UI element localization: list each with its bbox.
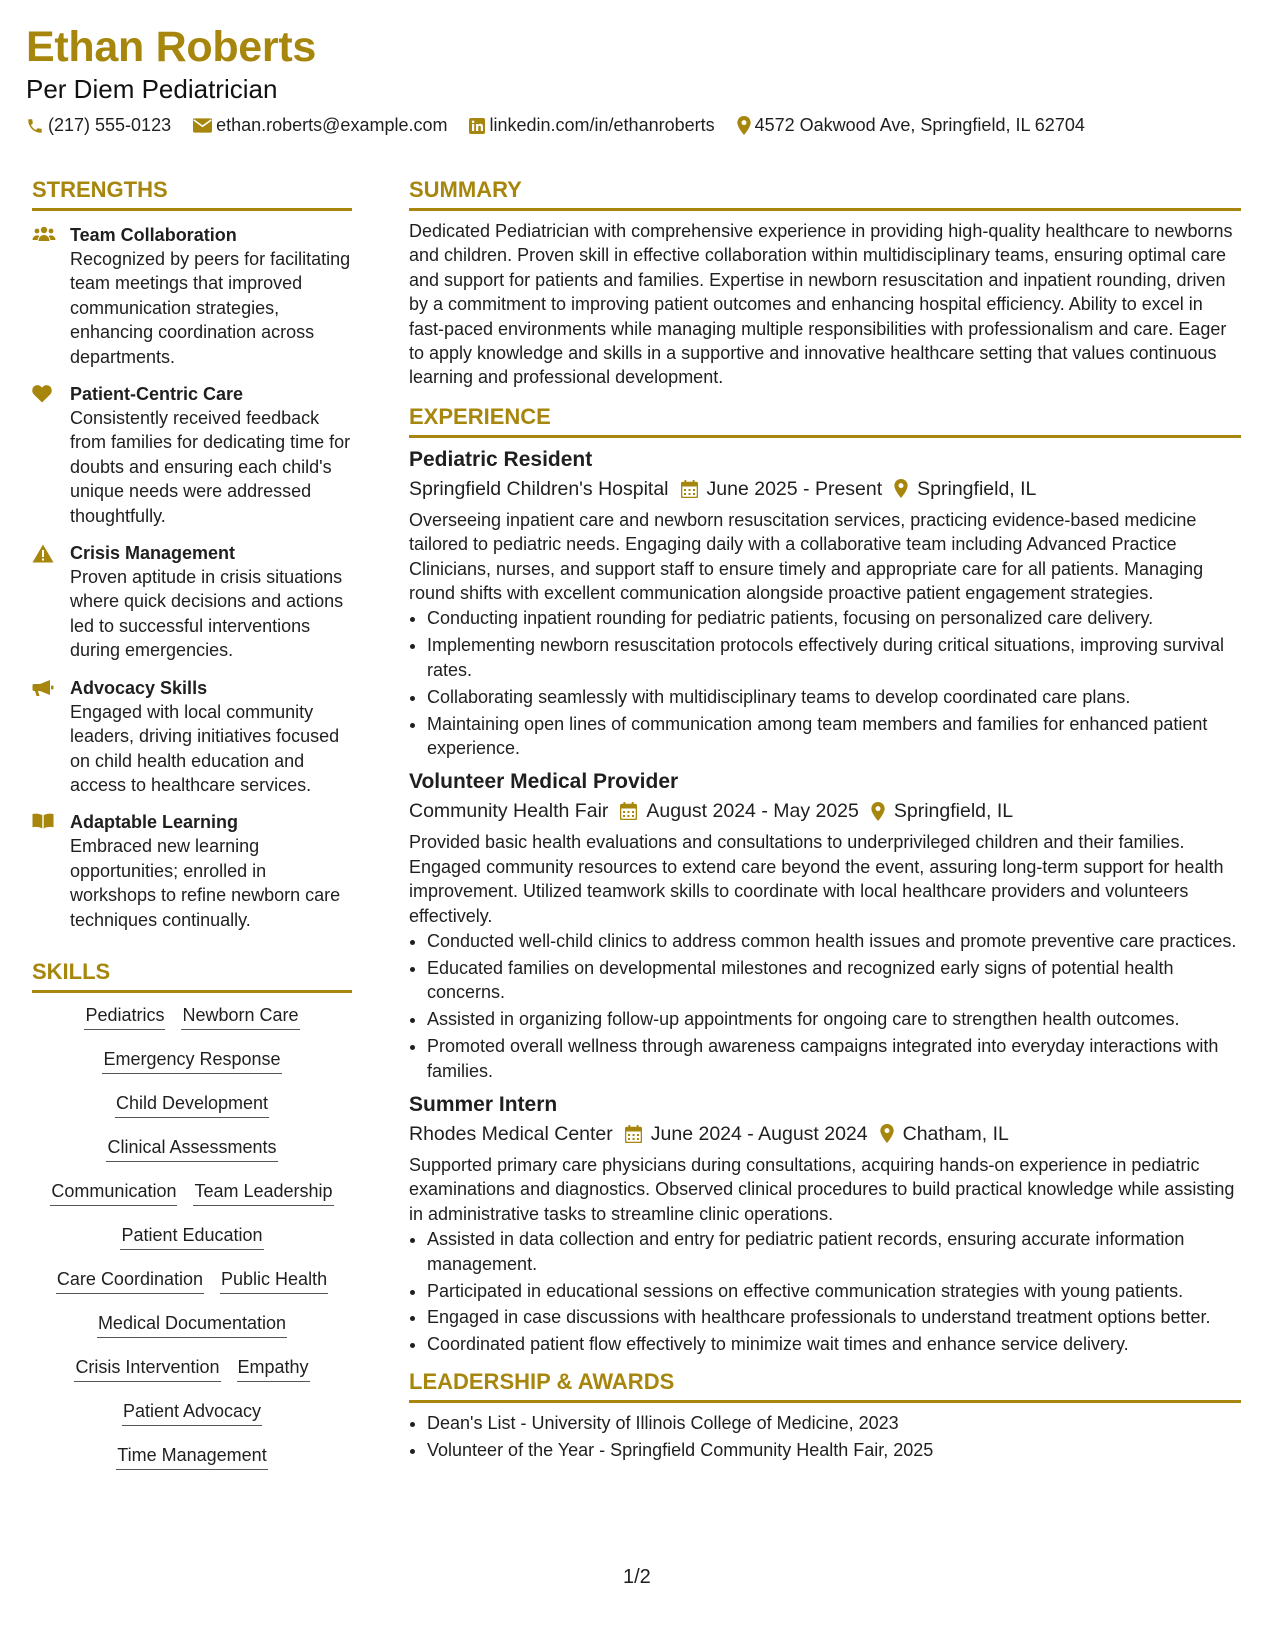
skill-row <box>32 1399 352 1426</box>
candidate-name: Ethan Roberts <box>26 23 316 71</box>
job-meta <box>409 1119 1241 1149</box>
skill-tag: Emergency Response <box>102 1047 281 1074</box>
leadership-list <box>409 1411 1241 1462</box>
contact-phone <box>26 115 171 136</box>
users-icon <box>32 226 56 242</box>
skills-heading: SKILLS <box>32 957 352 993</box>
job-desc: Supported primary care physicians during consultations, acquiring hands-on experience in pediatric examinations and diagnostics. Observed clinical procedures to build practical knowledge while assisting in administrative tasks to streamline clinic operations. <box>409 1154 1235 1224</box>
calendar-icon <box>620 802 637 820</box>
summary-heading: SUMMARY <box>409 175 1241 211</box>
job-bullet: • Conducting inpatient rounding for pediatric patients, focusing on personalized care delivery. <box>427 606 1241 630</box>
skill-tag: Public Health <box>220 1267 328 1294</box>
contact-email[interactable] <box>193 115 447 136</box>
job-desc: Provided basic health evaluations and consultations to underprivileged children and their families. Engaged community resources to extend care beyond the event, assuring long-term support for health improvement. Utilized teamwork skills to coordinate with local healthcare providers and volunteers effectively. <box>409 832 1224 926</box>
map-pin-icon <box>880 1124 894 1143</box>
strength-title: Adaptable Learning <box>70 812 239 833</box>
job-bullets <box>409 1227 1241 1357</box>
skill-row <box>32 1311 352 1338</box>
job-bullet: • Assisted in data collection and entry for pediatric patient records, ensuring accurate information management. <box>427 1227 1241 1276</box>
skill-row <box>32 1179 352 1206</box>
job-meta <box>409 474 1241 504</box>
candidate-title: Per Diem Pediatrician <box>26 74 278 104</box>
map-pin-icon <box>894 479 908 498</box>
skill-row <box>32 1135 352 1162</box>
phone-text: (217) 555-0123 <box>48 115 172 135</box>
skill-row <box>32 1443 352 1470</box>
skill-row <box>32 1091 352 1118</box>
strength-item <box>32 541 352 663</box>
strength-item <box>32 382 352 528</box>
job-meta <box>409 796 1241 826</box>
skill-tag: Crisis Intervention <box>74 1355 220 1382</box>
page-number: 1/2 <box>623 1566 651 1588</box>
megaphone-icon <box>32 679 54 697</box>
address-text: 4572 Oakwood Ave, Springfield, IL 62704 <box>754 115 1085 135</box>
job-org: Springfield Children's Hospital <box>409 477 669 500</box>
job-bullet: • Educated families on developmental milestones and recognized early signs of potential health concerns. <box>427 956 1241 1005</box>
leadership-heading: LEADERSHIP & AWARDS <box>409 1367 1241 1403</box>
calendar-icon <box>625 1125 642 1143</box>
left-column <box>32 175 352 1487</box>
warning-icon <box>32 544 54 563</box>
strength-title: Advocacy Skills <box>70 677 208 698</box>
strength-title: Team Collaboration <box>70 225 237 245</box>
job-bullets <box>409 606 1241 760</box>
job-title: Summer Intern <box>409 1092 558 1116</box>
job-bullet: • Implementing newborn resuscitation protocols effectively during critical situations, improving survival rates. <box>427 633 1241 682</box>
contact-bar <box>26 115 1107 136</box>
skill-tag: Time Management <box>116 1443 267 1470</box>
skill-tag: Child Development <box>115 1091 269 1118</box>
job-dates: June 2025 - Present <box>681 474 883 504</box>
job-location: Chatham, IL <box>880 1119 1009 1149</box>
job-org: Rhodes Medical Center <box>409 1122 613 1145</box>
right-column <box>409 175 1241 1465</box>
job-bullet: • Promoted overall wellness through awareness campaigns integrated into everyday interactions with families. <box>427 1034 1241 1083</box>
skills-list <box>32 1003 352 1470</box>
strength-item <box>32 676 352 798</box>
summary-text: Dedicated Pediatrician with comprehensive experience in providing high-quality healthcare to newborns and children. Proven skill in effective collaboration within multidisciplinary teams, ensuring optimal care and support for patients and families. Expertise in newborn resuscitation and inpatient rounding, driven by a commitment to improving patient outcomes and enhancing hospital efficiency. Ability to excel in fast-paced environments while managing multiple responsibilities with professionalism and care. Eager to apply knowledge and skills in a supportive and innovative healthcare setting that values continuous learning and professional development. <box>409 221 1233 388</box>
map-pin-icon <box>871 802 885 821</box>
job-bullet: • Engaged in case discussions with healthcare professionals to understand treatment options better. <box>427 1305 1241 1329</box>
job-bullet: • Assisted in organizing follow-up appointments for ongoing care to strengthen health outcomes. <box>427 1007 1241 1031</box>
calendar-icon <box>681 480 698 498</box>
skill-tag: Empathy <box>237 1355 310 1382</box>
job-bullet: • Participated in educational sessions on effective communication strategies with young patients. <box>427 1279 1241 1303</box>
job-entry <box>409 1091 1241 1357</box>
skill-tag: Patient Advocacy <box>122 1399 262 1426</box>
book-icon <box>32 813 54 829</box>
contact-linkedin[interactable] <box>469 115 714 136</box>
strength-desc: Recognized by peers for facilitating team meetings that improved communication strategies, enhancing coordination across departments. <box>70 249 351 367</box>
strength-desc: Embraced new learning opportunities; enrolled in workshops to refine newborn care techniques continually. <box>70 836 341 930</box>
award-item: • Volunteer of the Year - Springfield Community Health Fair, 2025 <box>427 1438 1241 1462</box>
job-title: Volunteer Medical Provider <box>409 770 679 794</box>
skill-tag: Pediatrics <box>84 1003 165 1030</box>
linkedin-icon <box>469 118 485 134</box>
strength-item <box>32 223 352 369</box>
skill-tag: Newborn Care <box>181 1003 299 1030</box>
skill-row <box>32 1047 352 1074</box>
skill-tag: Clinical Assessments <box>106 1135 277 1162</box>
strengths-heading: STRENGTHS <box>32 175 352 211</box>
job-bullets <box>409 929 1241 1083</box>
heart-icon <box>32 385 52 403</box>
strength-title: Patient-Centric Care <box>70 384 244 405</box>
skill-tag: Medical Documentation <box>97 1311 287 1338</box>
job-desc: Overseeing inpatient care and newborn resuscitation services, practicing evidence-based medicine tailored to pediatric needs. Engaging daily with a collaborative team including Advanced Practice Clinicians, nurses, and support staff to ensure timely and appropriate care for all patients. Managing round shifts with excellent communication alongside proactive patient engagement strategies. <box>409 509 1204 604</box>
strength-desc: Consistently received feedback from families for dedicating time for doubts and ensuring each child's unique needs were addressed thoughtfully. <box>70 408 351 526</box>
strength-desc: Proven aptitude in crisis situations where quick decisions and actions led to successful interventions during emergencies. <box>70 567 344 661</box>
job-dates: June 2024 - August 2024 <box>625 1119 868 1149</box>
job-bullet: • Maintaining open lines of communication among team members and families for enhanced patient experience. <box>427 712 1241 761</box>
email-link[interactable]: ethan.roberts@example.com <box>216 115 448 135</box>
award-item: • Dean's List - University of Illinois College of Medicine, 2023 <box>427 1411 1241 1435</box>
skill-row <box>32 1267 352 1294</box>
phone-icon <box>26 117 44 135</box>
skill-tag: Care Coordination <box>56 1267 204 1294</box>
skill-tag: Patient Education <box>120 1223 263 1250</box>
job-location: Springfield, IL <box>871 796 1013 826</box>
map-pin-icon <box>737 116 751 135</box>
skill-row <box>32 1003 352 1030</box>
strength-title: Crisis Management <box>70 543 236 564</box>
job-entry <box>409 446 1241 761</box>
envelope-icon <box>193 118 212 133</box>
contact-address <box>737 115 1085 136</box>
job-bullet: • Collaborating seamlessly with multidisciplinary teams to develop coordinated care plans. <box>427 685 1241 709</box>
experience-heading: EXPERIENCE <box>409 402 1241 438</box>
linkedin-link[interactable]: linkedin.com/in/ethanroberts <box>489 115 715 135</box>
job-org: Community Health Fair <box>409 800 609 823</box>
job-dates: August 2024 - May 2025 <box>620 796 858 826</box>
skill-row <box>32 1223 352 1250</box>
resume-header <box>26 22 1107 136</box>
skill-row <box>32 1355 352 1382</box>
job-entry <box>409 768 1241 1083</box>
skill-tag: Communication <box>50 1179 177 1206</box>
skill-tag: Team Leadership <box>193 1179 333 1206</box>
job-bullet: • Conducted well-child clinics to address common health issues and promote preventive care practices. <box>427 929 1241 953</box>
strength-item <box>32 810 352 932</box>
job-bullet: • Coordinated patient flow effectively to minimize wait times and enhance service delivery. <box>427 1332 1241 1356</box>
job-title: Pediatric Resident <box>409 447 593 471</box>
job-location: Springfield, IL <box>894 474 1036 504</box>
strength-desc: Engaged with local community leaders, driving initiatives focused on child health education and access to healthcare services. <box>70 701 340 795</box>
